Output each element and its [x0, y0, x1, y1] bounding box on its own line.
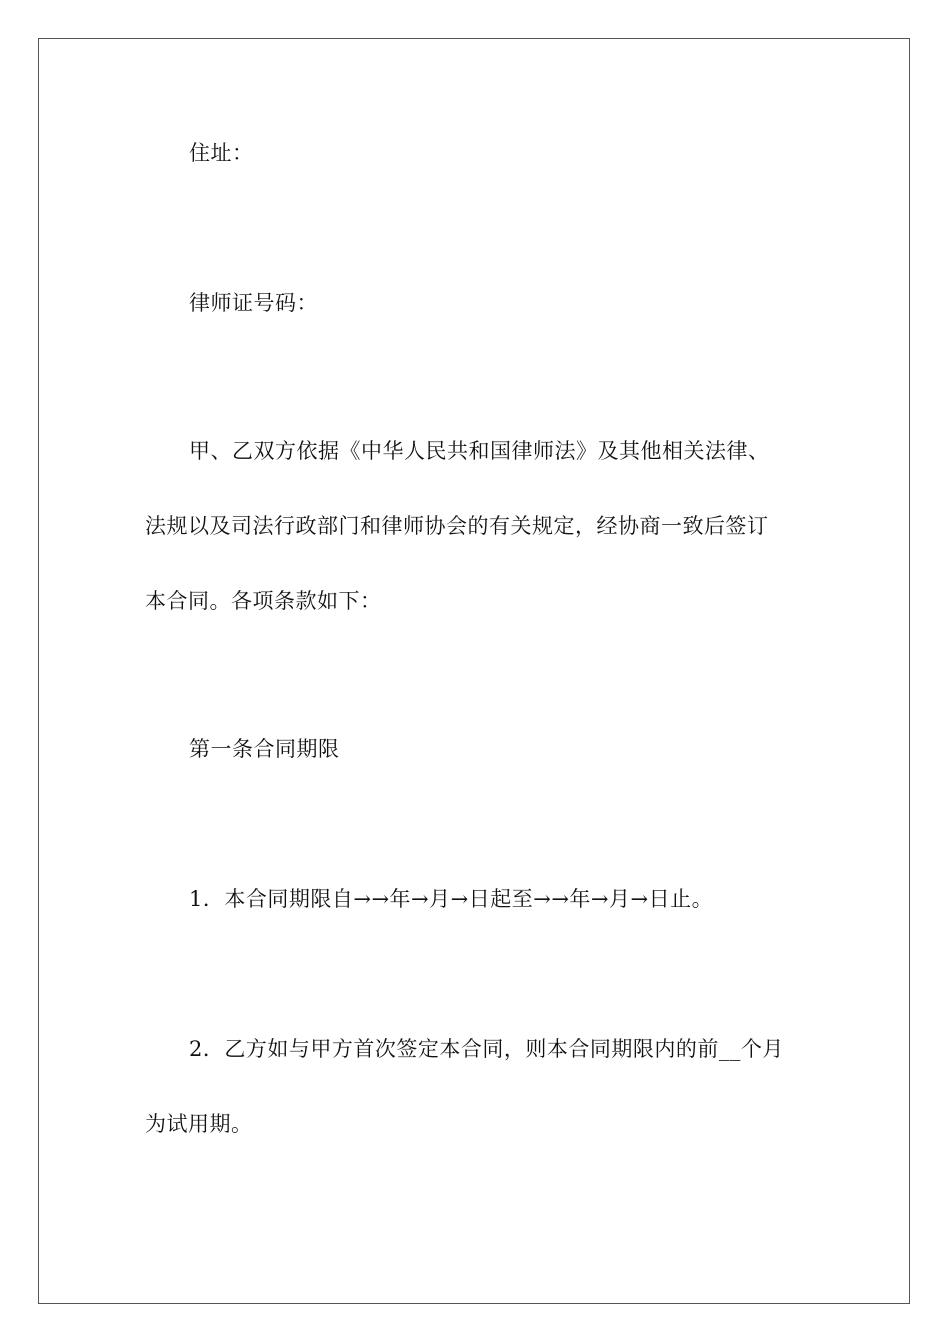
license-number-label: 律师证号码：: [189, 291, 318, 315]
clause-2-line-1: 2．乙方如与甲方首次签定本合同，则本合同期限内的前__个月: [189, 1037, 784, 1061]
article-1-heading: 第一条合同期限: [189, 737, 340, 761]
address-label: 住址：: [189, 141, 254, 165]
intro-paragraph-line-1: 甲、乙双方依据《中华人民共和国律师法》及其他相关法律、: [189, 439, 770, 463]
intro-paragraph-line-2: 法规以及司法行政部门和律师协会的有关规定，经协商一致后签订: [145, 514, 769, 538]
clause-1-term-dates: 1．本合同期限自→→年→月→日起至→→年→月→日止。: [189, 887, 714, 911]
clause-2-line-2: 为试用期。: [145, 1112, 253, 1136]
intro-paragraph-line-3: 本合同。各项条款如下：: [145, 589, 382, 613]
